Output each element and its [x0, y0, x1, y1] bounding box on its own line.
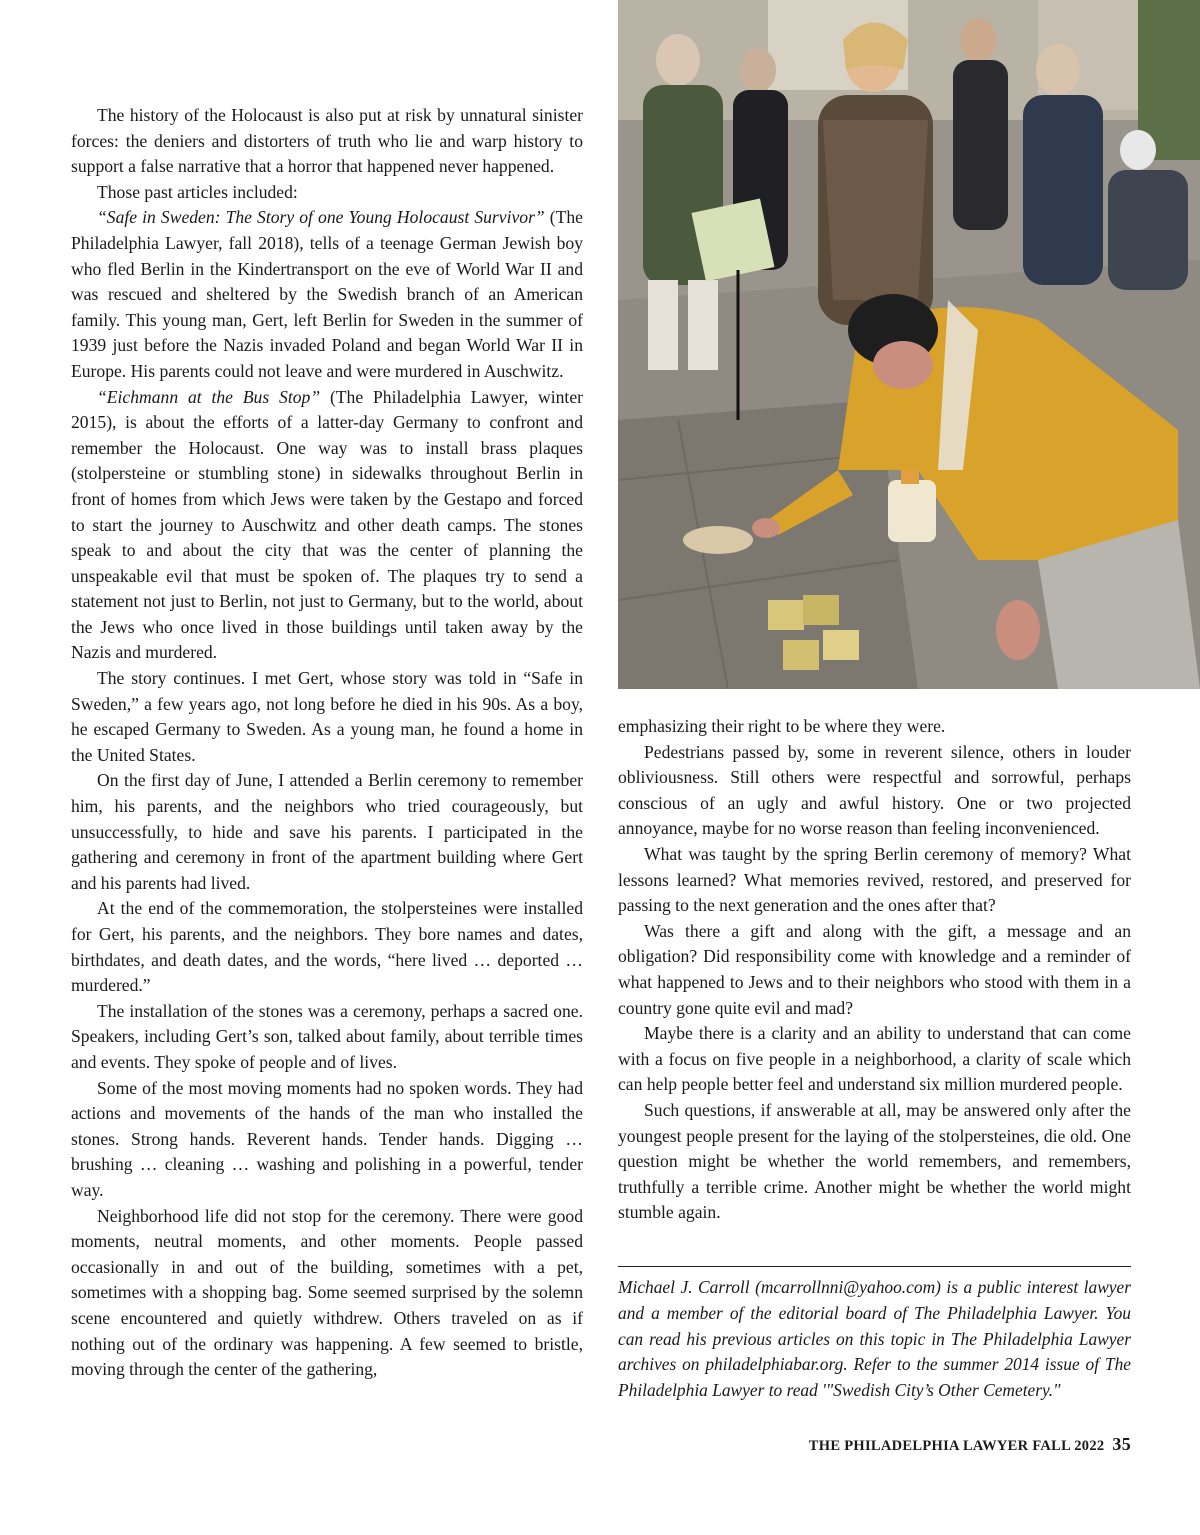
- ceremony-photo: [618, 0, 1200, 689]
- article-title-reference: “Eichmann at the Bus Stop”: [97, 386, 321, 407]
- paragraph-text: Such questions, if answerable at all, may be answered only after the youngest people present for the laying of the stolpersteines, die old. One question might be whether the world remembers, and remembers, truthfully a terrible crime. Another might be whether the world might stumble again.: [618, 1099, 1131, 1223]
- paragraph: [71, 768, 583, 896]
- paragraph-text: Was there a gift and along with the gift, a message and an obligation? Did responsibility come with knowledge and a reminder of what happened to Jews and to their neighbors who stood with them in a country gone quite evil and mad?: [618, 920, 1131, 1018]
- paragraph-text: Those past articles included:: [97, 181, 298, 202]
- paragraph: [71, 666, 583, 768]
- page-footer: [809, 1434, 1131, 1455]
- paragraph-text: The installation of the stones was a ceremony, perhaps a sacred one. Speakers, including Gert’s son, talked about family, about terrible times and events. They spoke of people and of lives.: [71, 1000, 583, 1072]
- paragraph-text: Neighborhood life did not stop for the ceremony. There were good moments, neutral moments, and other moments. People passed occasionally in and out of the building, sometimes with a pet, sometimes with a shopping bag. Some seemed surprised by the solemn scene encountered and quietly withdrew. Others traveled on as if nothing out of the ordinary was happening. A few seemed to bristle, moving through the center of the gathering,: [71, 1205, 583, 1380]
- paragraph-text: At the end of the commemoration, the stolpersteines were installed for Gert, his parents, and the neighbors. They bore names and dates, birthdates, and death dates, and the words, “here lived … deported … murdered.”: [71, 898, 583, 996]
- issue-label: FALL 2022: [1032, 1438, 1105, 1454]
- paragraph-text: (The Philadelphia Lawyer, fall 2018), tells of a teenage German Jewish boy who fled Berlin in the Kindertransport on the eve of World War II and was rescued and sheltered by the Swedish branch of an American family. This young man, Gert, left Berlin for Sweden in the summer of 1939 just before the Nazis invaded Poland and began World War II in Europe. His parents could not leave and were murdered in Auschwitz.: [71, 207, 583, 381]
- paragraph: [618, 919, 1131, 1021]
- paragraph: [71, 205, 583, 384]
- article-title-reference: “Safe in Sweden: The Story of one Young Holocaust Survivor”: [97, 207, 545, 228]
- author-bio: Michael J. Carroll (mcarrollnni@yahoo.com) is a public interest lawyer and a member of the editorial board of The Philadelphia Lawyer. You can read his previous articles on this topic in The Philadelphia Lawyer archives on philadelphiabar.org. Refer to the summer 2014 issue of The Philadelphia Lawyer to read '"Swedish City’s Other Cemetery.": [618, 1277, 1131, 1401]
- bio-divider: [618, 1266, 1131, 1267]
- paragraph: [618, 1021, 1131, 1098]
- paragraph-text: On the first day of June, I attended a Berlin ceremony to remember him, his parents, and the neighbors who tried courageously, but unsuccessfully, to hide and save his parents. I participated in the gathering and ceremony in front of the apartment building where Gert and his parents had lived.: [71, 770, 583, 893]
- paragraph-text: Pedestrians passed by, some in reverent silence, others in louder obliviousness. Still others were respectful and sorrowful, perhaps conscious of an ugly and awful history. One or two projected annoyance, maybe for no worse reason than feeling inconvenienced.: [618, 741, 1131, 839]
- paragraph: [71, 180, 583, 206]
- article-right-column: [618, 714, 1131, 1226]
- paragraph: [71, 103, 583, 180]
- paragraph-text: (The Philadelphia Lawyer, winter 2015), is about the efforts of a latter-day Germany to confront and remember the Holocaust. One way was to install brass plaques (stolpersteine or stumbling stone) in sidewalks throughout Berlin in front of homes from which Jews were taken by the Gestapo and forced to start the journey to Auschwitz and other death camps. The stones speak to and about the city that was the center of planning the unspeakable evil that must be spoken of. The plaques try to send a statement not just to Berlin, not just to Germany, but to the world, about the Jews who once lived in those buildings until taken away by the Nazis and murdered.: [71, 386, 583, 663]
- page-number: 35: [1112, 1434, 1131, 1454]
- photo-illustration: [618, 0, 1200, 689]
- paragraph: [71, 896, 583, 998]
- paragraph-text: The history of the Holocaust is also put at risk by unnatural sinister forces: the deniers and distorters of truth who lie and warp history to support a false narrative that a horror that happened never happened.: [71, 105, 583, 177]
- paragraph: [618, 740, 1131, 842]
- paragraph: [618, 842, 1131, 919]
- article-left-column: [71, 103, 583, 1383]
- paragraph: [618, 1098, 1131, 1226]
- paragraph-text: What was taught by the spring Berlin ceremony of memory? What lessons learned? What memories revived, restored, and preserved for passing to the next generation and the ones after that?: [618, 843, 1131, 916]
- paragraph-text: Some of the most moving moments had no spoken words. They had actions and movements of the hands of the man who installed the stones. Strong hands. Reverent hands. Tender hands. Digging … brushing … cleaning … washing and polishing in a powerful, tender way.: [71, 1077, 583, 1200]
- paragraph: [71, 385, 583, 667]
- paragraph-text: The story continues. I met Gert, whose story was told in “Safe in Sweden,” a few years ago, not long before he died in his 90s. As a boy, he escaped Germany to Sweden. As a young man, he found a home in the United States.: [71, 668, 583, 765]
- paragraph: [71, 999, 583, 1076]
- paragraph-text: Maybe there is a clarity and an ability to understand that can come with a focus on five people in a neighborhood, a clarity of scale which can help people better feel and understand six million murdered people.: [618, 1023, 1131, 1095]
- publication-name: THE PHILADELPHIA LAWYER: [808, 1438, 1029, 1454]
- paragraph: [71, 1076, 583, 1204]
- paragraph-text: emphasizing their right to be where they were.: [618, 716, 946, 736]
- paragraph: [618, 714, 1131, 740]
- paragraph: [71, 1204, 583, 1383]
